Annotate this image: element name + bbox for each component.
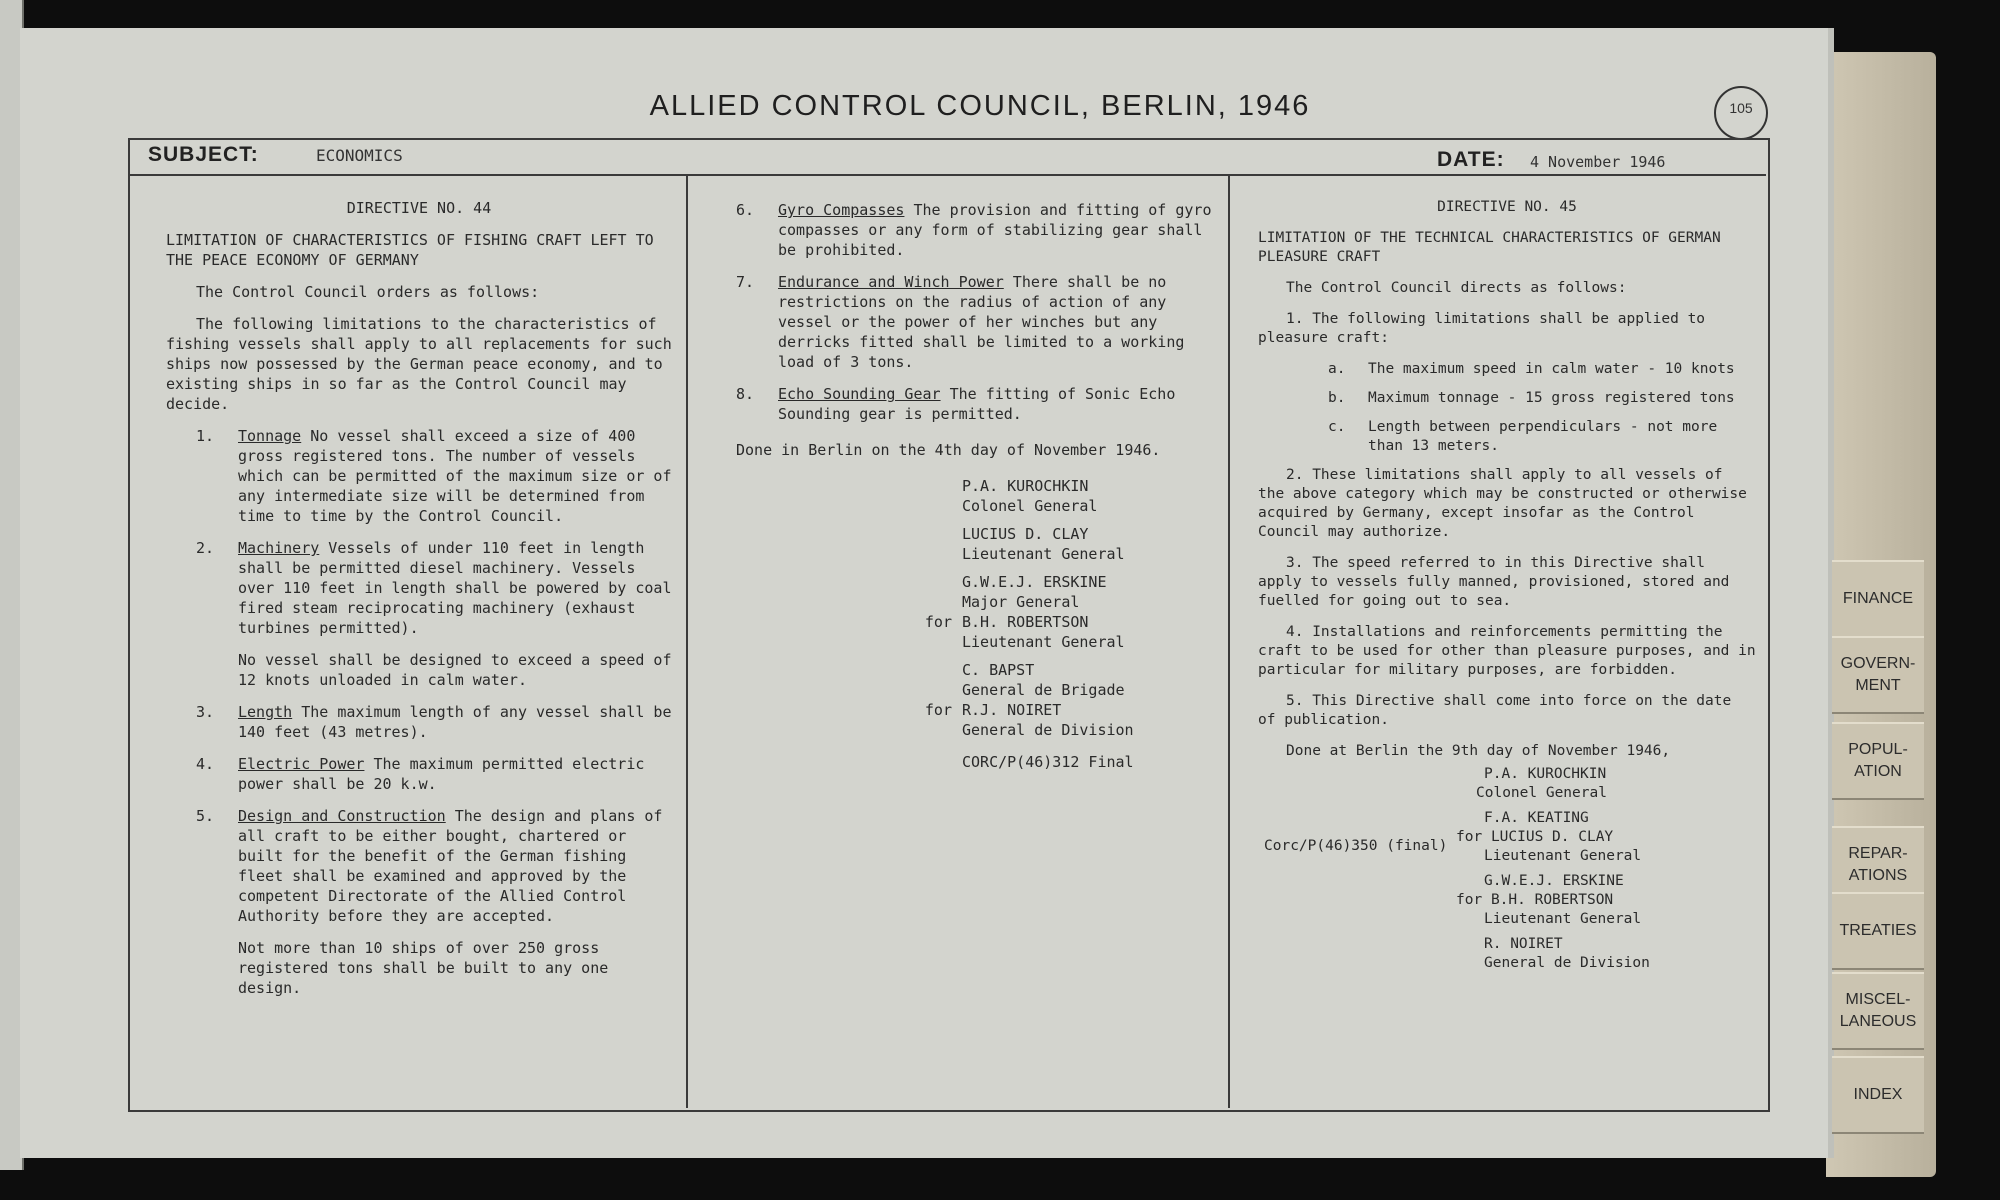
signature-name: P.A. KUROCHKIN [1484, 766, 1607, 782]
signature-rank: General de Division [1484, 955, 1650, 971]
paragraph-4: 4. Installations and reinforcements permitting the craft to be used for other than pleasure purposes, and in particular for military purposes, are forbidden. [1258, 624, 1756, 678]
signature [736, 700, 1214, 740]
signature-rank: Colonel General [1476, 785, 1607, 801]
item-heading: Endurance and Winch Power [778, 273, 1004, 291]
signature-prefix [736, 572, 962, 612]
column-divider [686, 174, 688, 1108]
item-heading: Echo Sounding Gear [778, 385, 941, 403]
item-text: Vessels of under 110 feet in length shall be permitted diesel machinery. Vessels over 110 feet in length shall be powered by coal fired steam reciprocating machinery (exhaust turbines permitted). [238, 539, 672, 637]
subject-value: ECONOMICS [316, 146, 403, 165]
directive-number: DIRECTIVE NO. 44 [346, 199, 492, 217]
signature-name: LUCIUS D. CLAY [1490, 829, 1614, 845]
item-number: a. [1328, 361, 1346, 377]
item-number: 1. [196, 427, 215, 445]
tab-label: TREATIES [1839, 922, 1917, 939]
item-text: Not more than 10 ships of over 250 gross registered tons shall be built to any one design. [238, 939, 609, 997]
reference-number: Corc/P(46)350 (final) [1264, 838, 1448, 854]
item-number: 4. [196, 755, 215, 773]
item-number: 5. [196, 807, 215, 825]
list-item [736, 272, 1214, 372]
signature-rank: General de Division [962, 721, 1134, 739]
signature-prefix [736, 660, 962, 700]
list-item [196, 650, 672, 690]
signature-name: F.A. KEATING [1484, 810, 1589, 826]
tab-treaties[interactable] [1832, 892, 1924, 970]
item-heading: Electric Power [238, 755, 365, 773]
signature-block [1258, 765, 1756, 973]
date-value: 4 November 1946 [1530, 153, 1666, 171]
signature [1456, 828, 1756, 866]
list-item [1328, 418, 1756, 456]
signature-name: LUCIUS D. CLAY [962, 525, 1089, 543]
directive-paragraph: The following limitations to the characteristics of fishing vessels shall apply to all replacements for such ships now possessed by the German peace economy, and to existing ships in so far as the Control Council may decide. [166, 315, 672, 413]
tab-label: GOVERN- MENT [1840, 655, 1916, 694]
signature-rank: General de Brigade [962, 681, 1125, 699]
directive-number: DIRECTIVE NO. 45 [1437, 199, 1577, 215]
signature-name: G.W.E.J. ERSKINE [1484, 873, 1624, 889]
directive-intro: The Control Council directs as follows: [1286, 280, 1627, 296]
list-item [736, 200, 1214, 260]
item-text: The maximum speed in calm water - 10 knots [1368, 361, 1735, 377]
item-heading: Machinery [238, 539, 320, 557]
signature [736, 476, 1214, 516]
signature-block [736, 476, 1214, 772]
signature-name: B.H. ROBERTSON [1490, 892, 1614, 908]
tab-label: MISCEL- LANEOUS [1839, 991, 1917, 1030]
column-directive-44 [166, 198, 672, 1010]
tab-label: FINANCE [1842, 590, 1914, 607]
tab-label: INDEX [1853, 1086, 1903, 1103]
item-text: The provision and fitting of gyro compasses or any form of stabilizing gear shall be prohibited. [778, 201, 1212, 259]
page-title: ALLIED CONTROL COUNCIL, BERLIN, 1946 [649, 90, 1311, 122]
item-heading: Design and Construction [238, 807, 446, 825]
item-text: The fitting of Sonic Echo Sounding gear is permitted. [778, 385, 1176, 423]
signature-prefix: for [924, 613, 952, 631]
signature-rank: Lieutenant General [962, 545, 1125, 563]
item-number: 8. [736, 385, 755, 403]
item-heading: Gyro Compasses [778, 201, 905, 219]
done-statement: Done at Berlin the 9th day of November 1946, [1286, 743, 1671, 759]
directive-heading: LIMITATION OF CHARACTERISTICS OF FISHING CRAFT LEFT TO THE PEACE ECONOMY OF GERMANY [166, 231, 654, 269]
tab-finance[interactable] [1832, 560, 1924, 638]
item-text: Maximum tonnage - 15 gross registered tons [1368, 390, 1735, 406]
item-number: c. [1328, 419, 1346, 435]
list-item [196, 426, 672, 526]
signature [736, 572, 1214, 612]
signature-prefix: for [1456, 892, 1483, 908]
signature [736, 660, 1214, 700]
signature [1484, 935, 1756, 973]
signature-rank: Lieutenant General [1484, 911, 1642, 927]
paragraph-3: 3. The speed referred to in this Directive shall apply to vessels fully manned, provisioned, stored and fuelled for going out to sea. [1258, 555, 1730, 609]
item-number: 7. [736, 273, 755, 291]
list-item [196, 754, 672, 794]
tab-government[interactable] [1832, 636, 1924, 714]
signature [1456, 891, 1756, 929]
list-item [196, 806, 672, 926]
item-heading: Tonnage [238, 427, 302, 445]
tab-label: POPUL- ATION [1848, 741, 1908, 780]
signature-name: G.W.E.J. ERSKINE [962, 573, 1107, 591]
tab-label: REPAR- ATIONS [1848, 845, 1908, 884]
signature [1484, 872, 1756, 891]
item-text: The maximum length of any vessel shall be 140 feet (43 metres). [238, 703, 672, 741]
signature-prefix [736, 476, 962, 516]
tab-miscellaneous[interactable] [1832, 972, 1924, 1050]
signature-name: B.H. ROBERTSON [962, 613, 1089, 631]
signature-prefix: for [924, 701, 952, 719]
signature [1484, 809, 1756, 828]
list-item [196, 538, 672, 638]
signature-name: C. BAPST [962, 661, 1035, 679]
tab-index[interactable] [1832, 1056, 1924, 1134]
directive-heading: LIMITATION OF THE TECHNICAL CHARACTERISTICS OF GERMAN PLEASURE CRAFT [1258, 230, 1721, 265]
item-number: 2. [196, 539, 215, 557]
item-number: b. [1328, 390, 1346, 406]
item-text: The design and plans of all craft to be either bought, chartered or built for the benefit of the German fishing fleet shall be examined and approved by the competent Directorate of the Allied Control Authority before they are accepted. [238, 807, 663, 925]
signature [736, 612, 1214, 652]
paragraph-5: 5. This Directive shall come into force on the date of publication. [1258, 693, 1732, 728]
item-text: The maximum permitted electric power shall be 20 k.w. [238, 755, 645, 793]
reference-number: CORC/P(46)312 Final [962, 753, 1134, 771]
signature-name: R. NOIRET [1484, 936, 1563, 952]
item-number [196, 650, 238, 690]
column-divider [1228, 174, 1230, 1108]
item-number: 3. [196, 703, 215, 721]
signature-rank: Lieutenant General [1484, 848, 1642, 864]
item-text: Length between perpendiculars - not more than 13 meters. [1368, 419, 1718, 454]
paragraph-2: 2. These limitations shall apply to all vessels of the above category which may be constructed or otherwise acquired by Germany, except insofar as the Control Council may authorize. [1258, 467, 1747, 540]
subject-label: SUBJECT: [148, 143, 259, 166]
signature [736, 524, 1214, 564]
done-statement: Done in Berlin on the 4th day of November 1946. [736, 441, 1161, 459]
signature-name: P.A. KUROCHKIN [962, 477, 1089, 495]
list-item [196, 702, 672, 742]
list-item [1328, 360, 1756, 379]
directive-intro: The Control Council orders as follows: [196, 283, 540, 301]
signature-rank: Major General [962, 593, 1080, 611]
signature-rank: Colonel General [962, 497, 1098, 515]
signature [1476, 765, 1756, 803]
date-label: DATE: [1437, 148, 1505, 171]
signature-rank: Lieutenant General [962, 633, 1125, 651]
item-text: No vessel shall be designed to exceed a speed of 12 knots unloaded in calm water. [238, 651, 672, 689]
signature-prefix: for [1456, 829, 1483, 845]
signature-prefix [736, 524, 962, 564]
tab-population[interactable] [1832, 722, 1924, 800]
item-number [196, 938, 238, 998]
list-item [736, 384, 1214, 424]
signature-name: R.J. NOIRET [962, 701, 1062, 719]
item-text: There shall be no restrictions on the radius of action of any vessel or the power of her winches but any derricks fitted shall be limited to a working load of 3 tons. [778, 273, 1185, 371]
paragraph-1: 1. The following limitations shall be applied to pleasure craft: [1258, 311, 1706, 346]
column-directive-44-continued [736, 200, 1214, 772]
list-item [1328, 389, 1756, 408]
item-text: No vessel shall exceed a size of 400 gross registered tons. The number of vessels which can be permitted of the maximum size or of any intermediate size will be determined from time to time by the Control Council. [238, 427, 672, 525]
page-number: 105 [1714, 86, 1768, 140]
column-directive-45 [1258, 198, 1756, 973]
item-heading: Length [238, 703, 293, 721]
item-number: 6. [736, 201, 755, 219]
list-item [196, 938, 672, 998]
